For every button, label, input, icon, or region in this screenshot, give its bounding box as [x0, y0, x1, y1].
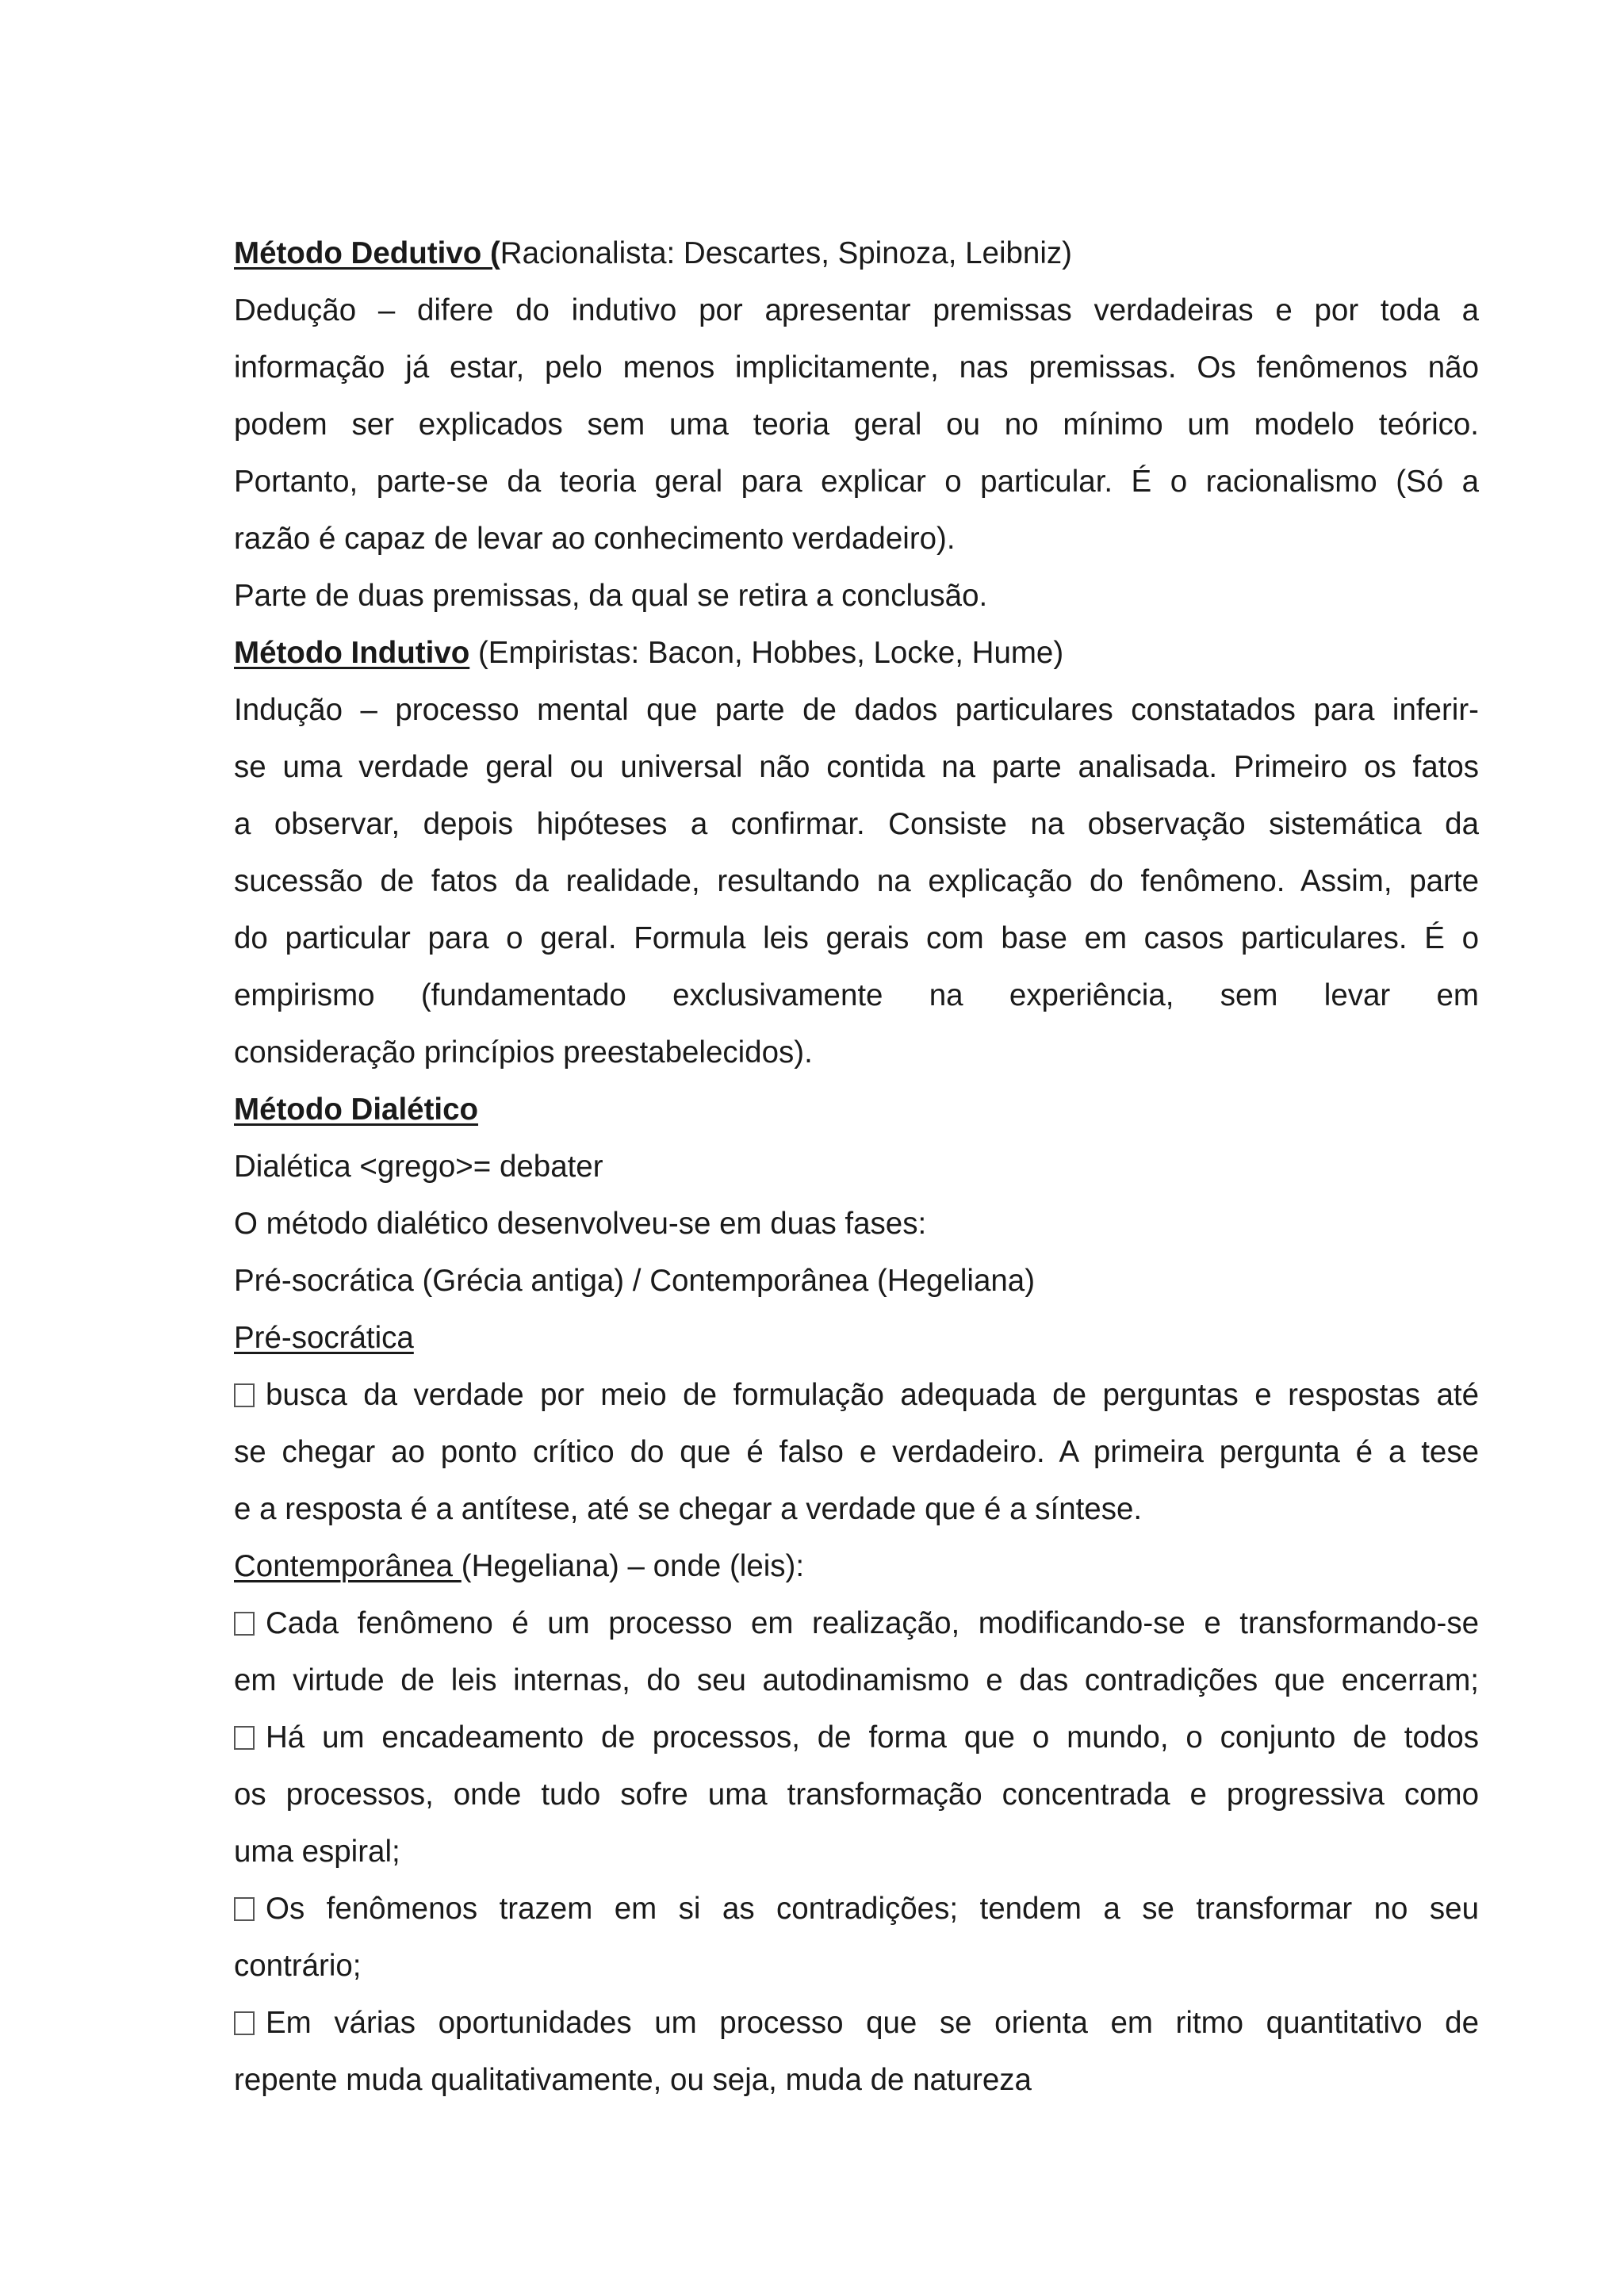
inductive-line: Indução – processo mental que parte de dados particulares constatados para inferir-	[234, 693, 1479, 727]
deductive-conclusion: Parte de duas premissas, da qual se retira a conclusão.	[234, 579, 988, 613]
deductive-line: razão é capaz de levar ao conhecimento verdadeiro).	[234, 522, 956, 556]
contemporary-line: os processos, onde tudo sofre uma transformação concentrada e progressiva como	[234, 1777, 1479, 1812]
contemporary-bullet-line	[234, 1709, 1479, 1766]
dialectic-line: Pré-socrática (Grécia antiga) / Contemporânea (Hegeliana)	[234, 1264, 1036, 1298]
contemporary-heading-line	[234, 1538, 1479, 1595]
inductive-heading-rest: (Empiristas: Bacon, Hobbes, Locke, Hume)	[469, 636, 1064, 670]
deductive-line: informação já estar, pelo menos implicitamente, nas premissas. Os fenômenos não	[234, 350, 1479, 385]
inductive-heading-line	[234, 625, 1479, 682]
contemporary-line: contrário;	[234, 1949, 362, 1983]
contemporary-text: Em várias oportunidades um processo que se orienta em ritmo quantitativo de	[266, 2006, 1479, 2040]
deductive-heading: Método Dedutivo (	[234, 236, 500, 270]
inductive-line: sucessão de fatos da realidade, resultando na explicação do fenômeno. Assim, parte	[234, 864, 1479, 898]
contemporary-bullet-line	[234, 1995, 1479, 2052]
presocratic-heading: Pré-socrática	[234, 1321, 414, 1355]
contemporary-text: Os fenômenos trazem em si as contradições; tendem a se transformar no seu	[266, 1892, 1479, 1926]
contemporary-text: Cada fenômeno é um processo em realização, modificando-se e transformando-se	[266, 1606, 1479, 1640]
contemporary-line: em virtude de leis internas, do seu autodinamismo e das contradições que encerram;	[234, 1663, 1479, 1697]
presocratic-line: se chegar ao ponto crítico do que é falso e verdadeiro. A primeira pergunta é a tese	[234, 1435, 1479, 1469]
document-page	[234, 225, 1479, 2109]
contemporary-line: uma espiral;	[234, 1835, 400, 1869]
dialectic-heading-line	[234, 1081, 1479, 1138]
bullet-box-icon	[234, 1726, 255, 1750]
bullet-box-icon	[234, 1897, 255, 1921]
bullet-box-icon	[234, 2011, 255, 2035]
contemporary-line: repente muda qualitativamente, ou seja, muda de natureza	[234, 2063, 1032, 2097]
inductive-line: se uma verdade geral ou universal não contida na parte analisada. Primeiro os fatos	[234, 750, 1479, 784]
contemporary-bullet-line	[234, 1881, 1479, 1938]
presocratic-heading-line	[234, 1310, 1479, 1367]
inductive-line: do particular para o geral. Formula leis gerais com base em casos particulares. É o	[234, 921, 1479, 955]
bullet-box-icon	[234, 1383, 255, 1407]
inductive-heading: Método Indutivo	[234, 636, 470, 670]
deductive-line: Portanto, parte-se da teoria geral para explicar o particular. É o racionalismo (Só a	[234, 465, 1479, 499]
deductive-heading-rest: Racionalista: Descartes, Spinoza, Leibniz)	[500, 236, 1072, 270]
contemporary-text: Há um encadeamento de processos, de forma que o mundo, o conjunto de todos	[266, 1720, 1479, 1755]
presocratic-bullet-line	[234, 1367, 1479, 1424]
inductive-line: a observar, depois hipóteses a confirmar. Consiste na observação sistemática da	[234, 807, 1479, 841]
dialectic-line: Dialética <grego>= debater	[234, 1150, 603, 1184]
inductive-line: empirismo (fundamentado exclusivamente na experiência, sem levar em	[234, 978, 1479, 1012]
inductive-last-line: consideração princípios preestabelecidos).	[234, 1035, 813, 1070]
dialectic-line: O método dialético desenvolveu-se em duas fases:	[234, 1207, 927, 1241]
deductive-heading-line	[234, 225, 1479, 282]
contemporary-bullet-line	[234, 1595, 1479, 1652]
bullet-box-icon	[234, 1612, 255, 1636]
contemporary-heading: Contemporânea	[234, 1549, 462, 1583]
presocratic-text: busca da verdade por meio de formulação adequada de perguntas e respostas até	[266, 1378, 1479, 1412]
deductive-line: podem ser explicados sem uma teoria geral ou no mínimo um modelo teórico.	[234, 408, 1479, 442]
deductive-line: Dedução – difere do indutivo por apresentar premissas verdadeiras e por toda a	[234, 293, 1479, 327]
presocratic-line: e a resposta é a antítese, até se chegar a verdade que é a síntese.	[234, 1492, 1143, 1526]
dialectic-heading: Método Dialético	[234, 1093, 479, 1127]
contemporary-heading-rest: (Hegeliana) – onde (leis):	[461, 1549, 805, 1583]
